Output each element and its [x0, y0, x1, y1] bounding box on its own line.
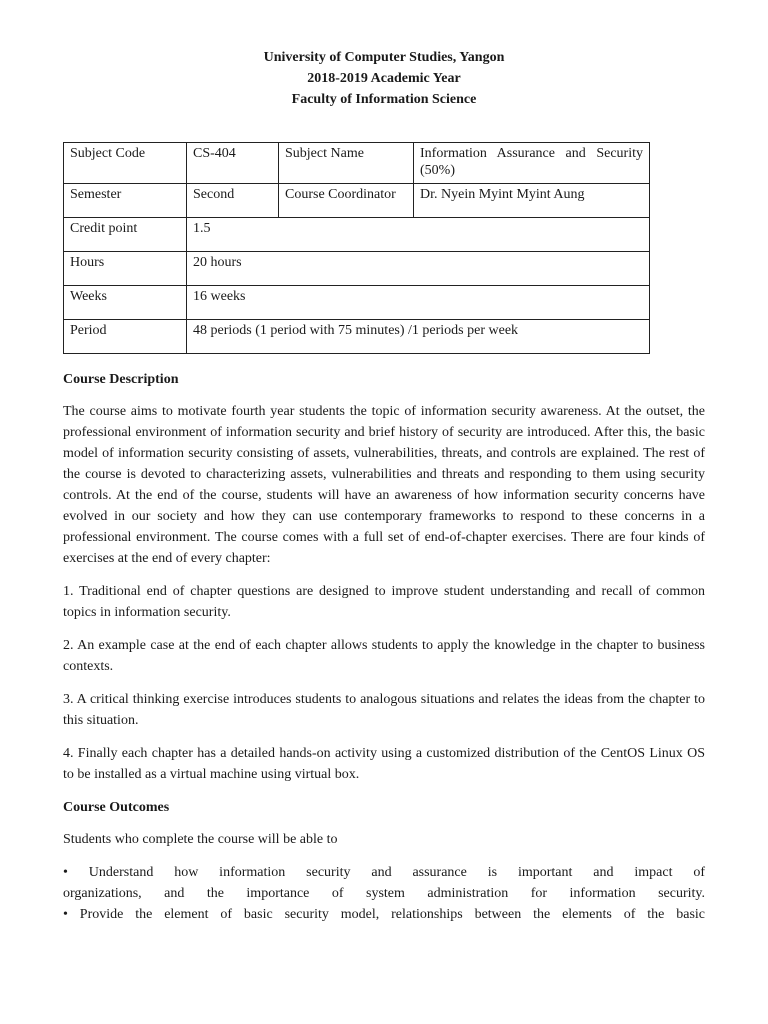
table-row — [64, 320, 650, 354]
outcome-bullet-1-line-2: organizations, and the importance of system administration for information security. — [63, 886, 705, 901]
table-row — [64, 218, 650, 252]
semester-value: Second — [187, 184, 279, 218]
table-row — [64, 143, 650, 184]
hours-value: 20 hours — [187, 252, 650, 286]
outcome-bullet-1-line-1: • Understand how information security and assurance is important and impact of — [63, 865, 705, 880]
table-row — [64, 286, 650, 320]
subject-code-label: Subject Code — [64, 143, 187, 184]
exercise-item-4: 4. Finally each chapter has a detailed hands-on activity using a customized distribution of the CentOS Linux OS to be installed as a virtual machine using virtual box. — [63, 746, 705, 782]
exercise-item-3: 3. A critical thinking exercise introduces students to analogous situations and relates the ideas from the chapter to this situation. — [63, 692, 705, 728]
coordinator-value: Dr. Nyein Myint Myint Aung — [414, 184, 650, 218]
weeks-label: Weeks — [64, 286, 187, 320]
outcomes-intro: Students who complete the course will be able to — [63, 832, 338, 847]
period-value: 48 periods (1 period with 75 minutes) /1 periods per week — [187, 320, 650, 354]
credit-value: 1.5 — [187, 218, 650, 252]
course-outcomes-heading: Course Outcomes — [63, 800, 170, 815]
course-description-paragraph: The course aims to motivate fourth year students the topic of information security awareness. At the outset, the professional environment of information security and brief history of security are introduced. After this, the basic model of information security consisting of assets, vulnerabilities, threats, and controls are explained. The rest of the course is devoted to characterizing assets, vulnerabilities and threats and responding to them using security controls. At the end of the course, students will have an awareness of how information security concerns have evolved in our society and how they can use contemporary frameworks to respond to these concerns in a professional environment. The course comes with a full set of end-of-chapter exercises. There are four kinds of exercises at the end of every chapter: — [63, 404, 705, 566]
faculty-name: Faculty of Information Science — [291, 92, 477, 107]
table-row — [64, 252, 650, 286]
academic-year: 2018-2019 Academic Year — [307, 71, 461, 86]
table-row — [64, 184, 650, 218]
outcome-bullet-2-line-1: • Provide the element of basic security model, relationships between the elements of the basic — [63, 907, 705, 922]
document-header — [0, 47, 768, 110]
university-name: University of Computer Studies, Yangon — [263, 50, 505, 65]
course-description-heading: Course Description — [63, 372, 179, 387]
document-body — [63, 369, 705, 925]
subject-name-label: Subject Name — [279, 143, 414, 184]
hours-label: Hours — [64, 252, 187, 286]
outcomes-list — [63, 862, 705, 925]
semester-label: Semester — [64, 184, 187, 218]
weeks-value: 16 weeks — [187, 286, 650, 320]
coordinator-label: Course Coordinator — [279, 184, 414, 218]
subject-name-value: Information Assurance and Security (50%) — [414, 143, 650, 184]
exercise-item-2: 2. An example case at the end of each chapter allows students to apply the knowledge in the chapter to business contexts. — [63, 638, 705, 674]
credit-label: Credit point — [64, 218, 187, 252]
exercise-item-1: 1. Traditional end of chapter questions are designed to improve student understanding and recall of common topics in information security. — [63, 584, 705, 620]
period-label: Period — [64, 320, 187, 354]
course-info-table — [63, 142, 650, 354]
subject-code-value: CS-404 — [187, 143, 279, 184]
